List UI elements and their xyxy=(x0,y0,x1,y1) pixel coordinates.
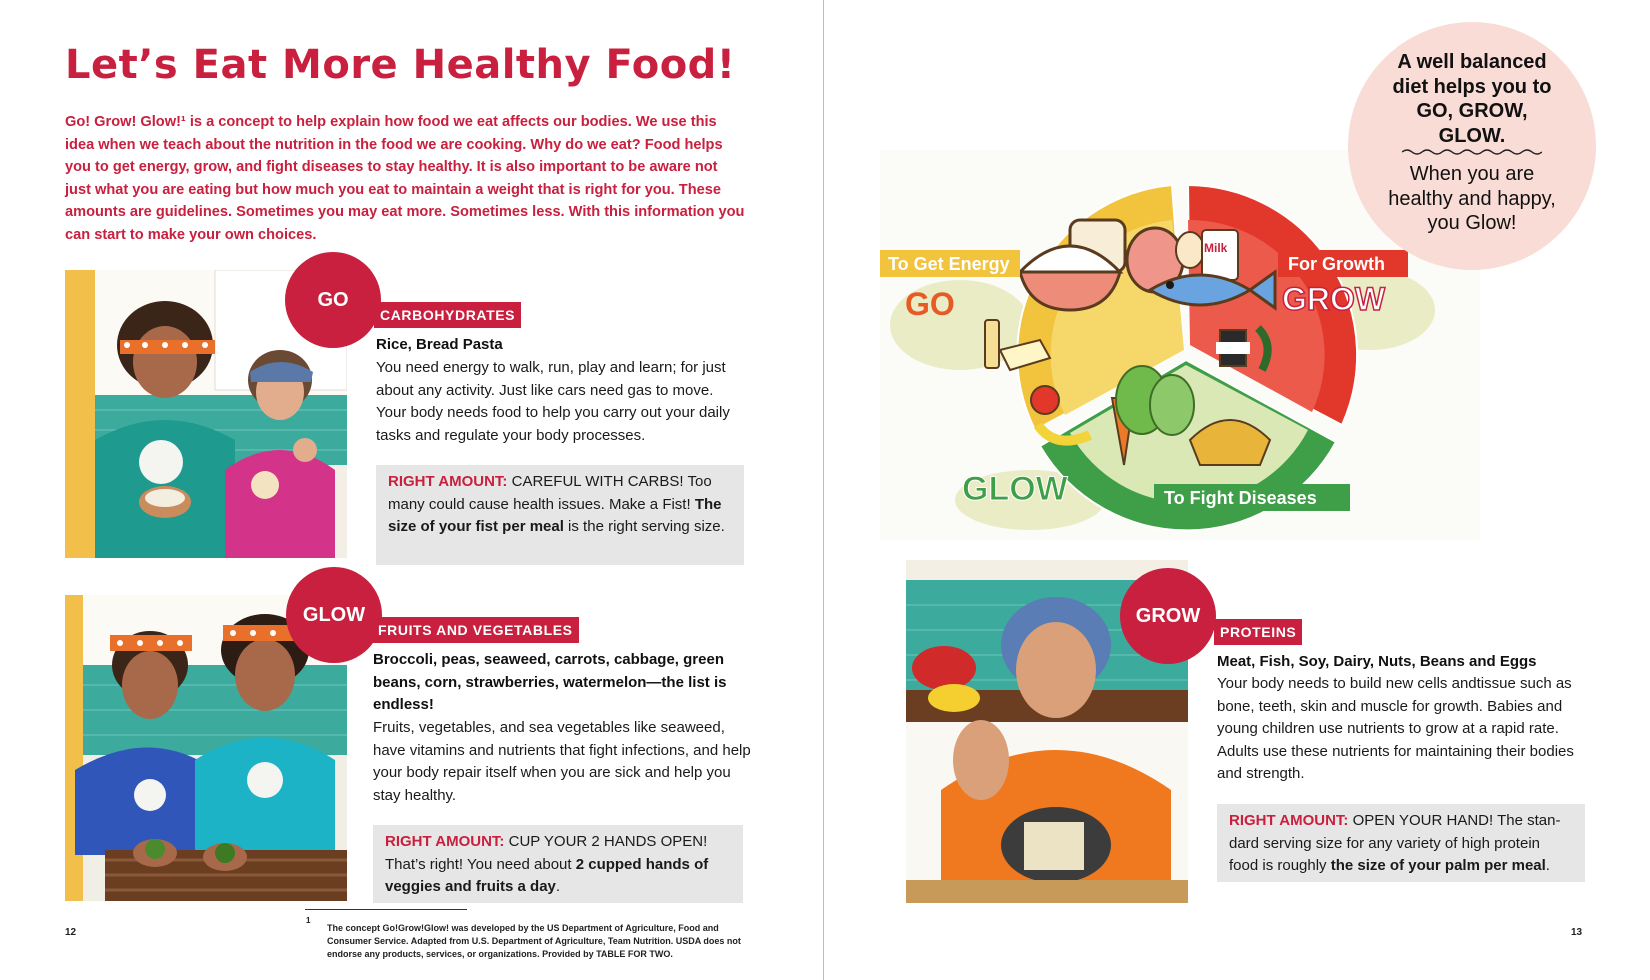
grow-caption: For Growth xyxy=(1288,254,1385,274)
page-number-left: 12 xyxy=(65,927,77,938)
go-caption: To Get Energy xyxy=(888,254,1010,274)
amount-caps: CUP YOUR 2 HANDS OPEN! xyxy=(504,833,708,850)
amount-text-end: . xyxy=(555,878,561,895)
amount-label: RIGHT AMOUNT: xyxy=(1229,812,1349,829)
wavy-divider xyxy=(1402,148,1542,156)
bubble-subtext: When you are healthy and happy, you Glow! xyxy=(1388,163,1556,234)
glow-body: Fruits, vegetables, and sea vegetables like seaweed, have vitamins and nutrients that fight infections, and help your body repair itself when you are sick and help you stay healthy. xyxy=(373,719,751,804)
glow-caption: To Fight Diseases xyxy=(1164,488,1317,508)
footnote: The concept Go!Grow!Glow! was developed by the US Department of Agriculture, Food and Consumer Service. Adapted from U.S. Department of Agriculture, Team Nutrition. USDA does not endorse any products, services, or organizations. Provided by TABLE FOR TWO. xyxy=(327,923,741,959)
amount-text-end: is the right serving size. xyxy=(563,518,725,535)
go-right-amount-box xyxy=(376,465,744,565)
proteins-tag: PROTEINS xyxy=(1214,619,1302,645)
amount-text: That’s right! You need about xyxy=(385,855,576,873)
go-foods: Rice, Bread Pasta xyxy=(376,336,503,353)
amount-bold: The size of your fist per meal xyxy=(388,495,722,535)
page-title: Let’s Eat More Healthy Food! xyxy=(65,42,736,88)
left-page xyxy=(0,0,824,980)
amount-label: RIGHT AMOUNT: xyxy=(385,833,505,850)
go-plate-label: GO xyxy=(905,286,955,322)
amount-text: The stan-dard serving size for any variety of high protein food is roughly xyxy=(1229,812,1561,874)
amount-label: RIGHT AMOUNT: xyxy=(388,473,508,490)
milk-label: Milk xyxy=(1204,241,1228,255)
grow-plate-label: GROW xyxy=(1282,281,1386,317)
carbohydrates-tag: CARBOHYDRATES xyxy=(374,302,521,328)
go-circle: GO xyxy=(285,252,381,348)
grow-circle: GROW xyxy=(1120,568,1216,664)
fruits-vegetables-tag: FRUITS AND VEGETABLES xyxy=(372,617,579,643)
glow-right-amount-box xyxy=(373,825,743,903)
amount-bold: 2 cupped hands of veggies and fruits a day xyxy=(385,855,709,895)
balanced-diet-bubble xyxy=(1348,22,1596,270)
footnote-marker: 1 xyxy=(306,916,311,925)
amount-text: Too many could cause health issues. Make a Fist! xyxy=(388,473,712,513)
page-number-right: 13 xyxy=(1571,927,1583,938)
glow-circle: GLOW xyxy=(286,567,382,663)
intro-paragraph: Go! Grow! Glow!¹ is a concept to help explain how food we eat affects our bodies. We use this idea when we teach about the nutrition in the food we are cooking. Why do we eat? Food helps you to get energy, grow, and fight diseases to stay healthy. It is also important to be aware not just what you are eating but how much you eat to maintain a weight that is right for you. These amounts are guidelines. Sometimes you may eat more. Sometimes less. With this information you can start to make your own choices. xyxy=(65,114,745,243)
amount-text-end: . xyxy=(1545,857,1550,874)
glow-foods: Broccoli, peas, seaweed, carrots, cabbage, green beans, corn, strawberries, watermelon—the list is endless! xyxy=(373,651,727,713)
amount-caps: CAREFUL WITH CARBS! xyxy=(507,473,684,490)
grow-body: Your body needs to build new cells andtissue such as bone, teeth, skin and muscle for growth. Babies and young children use nutrients to grow at a rapid rate. Adults use these nutrients for maintaining their bodies and strength. xyxy=(1217,675,1574,782)
bubble-headline: A well balanced diet helps you to GO, GROW, GLOW. xyxy=(1392,51,1552,147)
amount-caps: OPEN YOUR HAND! xyxy=(1348,812,1494,829)
go-body: You need energy to walk, run, play and learn; for just about any activity. Just like cars need gas to move. Your body needs food to help you carry out your daily tasks and regulate your body processes. xyxy=(376,359,730,444)
grow-right-amount-box xyxy=(1217,804,1585,882)
grow-foods: Meat, Fish, Soy, Dairy, Nuts, Beans and Eggs xyxy=(1217,653,1537,670)
glow-plate-label: GLOW xyxy=(962,470,1068,508)
footnote-divider xyxy=(305,909,467,910)
amount-bold: the size of your palm per meal xyxy=(1330,857,1546,874)
